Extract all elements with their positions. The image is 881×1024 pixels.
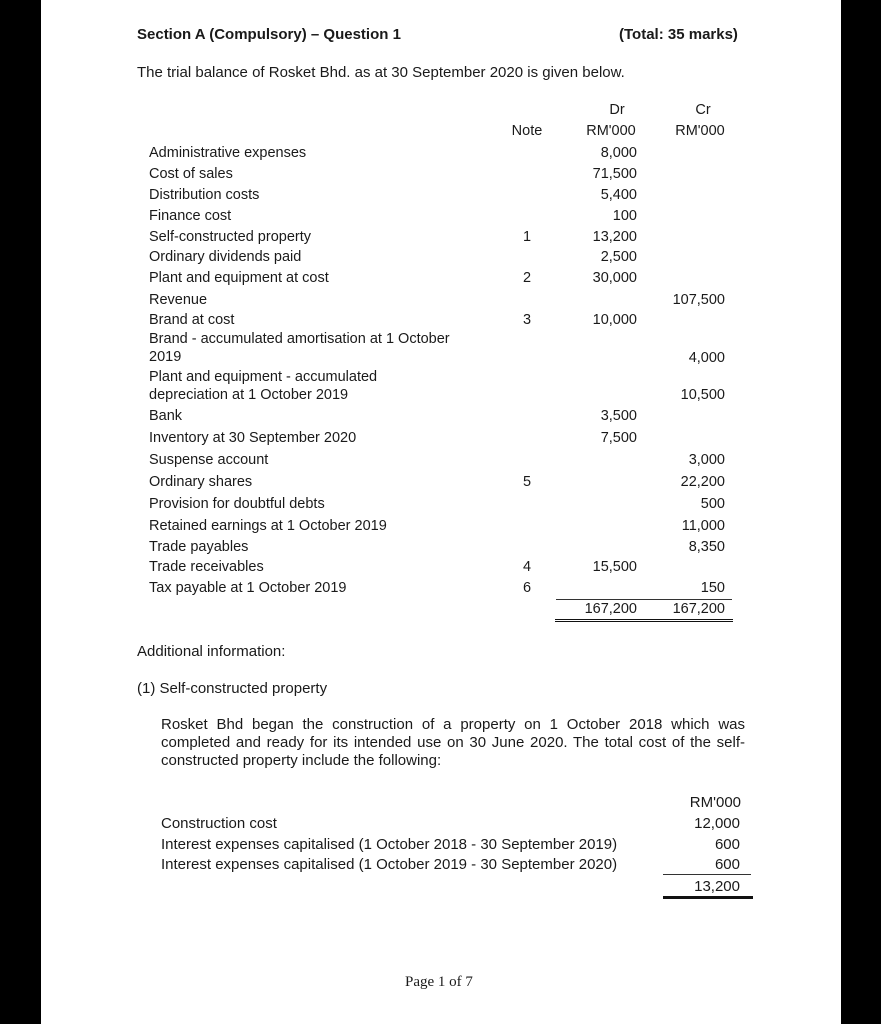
row-label: Finance cost — [149, 208, 232, 224]
document-page — [41, 0, 841, 1024]
row-label: Trade payables — [149, 539, 249, 555]
cost-row-label: Interest expenses capitalised (1 October 2019 - 30 September 2020) — [161, 856, 618, 873]
row-label-continued: depreciation at 1 October 2019 — [149, 387, 349, 403]
item1-title: (1) Self-constructed property — [137, 680, 328, 697]
row-note: 1 — [522, 229, 532, 245]
row-cr-value: 500 — [700, 496, 725, 512]
row-cr-value: 8,350 — [688, 539, 725, 555]
cost-total-rule — [663, 896, 753, 899]
row-cr-value: 4,000 — [688, 350, 725, 366]
total-marks: (Total: 35 marks) — [619, 26, 738, 43]
row-label: Trade receivables — [149, 559, 264, 575]
section-title: Section A (Compulsory) – Question 1 — [137, 26, 401, 43]
item1-paragraph: Rosket Bhd began the construction of a property on 1 October 2018 which was completed and ready for its intended use on 30 June 2020. The total cost of the self-constructed property include the following: — [161, 716, 745, 769]
row-dr-value: 3,500 — [600, 408, 637, 424]
row-note: 5 — [522, 474, 532, 490]
row-note: 4 — [522, 559, 532, 575]
cost-total: 13,200 — [694, 878, 740, 895]
row-cr-value: 107,500 — [672, 292, 725, 308]
row-dr-value: 15,500 — [592, 559, 637, 575]
dr-total: 167,200 — [584, 601, 637, 617]
row-label: Self-constructed property — [149, 229, 311, 245]
row-label: Brand at cost — [149, 312, 235, 328]
row-label: Distribution costs — [149, 187, 260, 203]
row-dr-value: 2,500 — [600, 249, 637, 265]
row-label: Plant and equipment - accumulated — [149, 369, 378, 385]
row-label: Ordinary dividends paid — [149, 249, 302, 265]
cost-row-value: 600 — [714, 856, 740, 873]
row-label: Tax payable at 1 October 2019 — [149, 580, 347, 596]
row-cr-value: 150 — [700, 580, 725, 596]
dr-unit-header: RM'000 — [586, 123, 636, 139]
subtotal-rule — [556, 599, 732, 600]
row-label: Suspense account — [149, 452, 269, 468]
row-label: Revenue — [149, 292, 208, 308]
row-label-continued: 2019 — [149, 349, 182, 365]
row-dr-value: 30,000 — [592, 270, 637, 286]
row-label: Bank — [149, 408, 183, 424]
total-double-rule — [555, 619, 733, 622]
row-label: Brand - accumulated amortisation at 1 October — [149, 331, 450, 347]
row-note: 6 — [522, 580, 532, 596]
cost-unit-header: RM'000 — [689, 794, 741, 811]
row-dr-value: 5,400 — [600, 187, 637, 203]
row-label: Inventory at 30 September 2020 — [149, 430, 357, 446]
row-dr-value: 100 — [612, 208, 637, 224]
cr-unit-header: RM'000 — [675, 123, 725, 139]
cost-row-label: Construction cost — [161, 815, 277, 832]
row-label: Ordinary shares — [149, 474, 253, 490]
row-dr-value: 13,200 — [592, 229, 637, 245]
row-cr-value: 11,000 — [681, 518, 725, 534]
row-note: 3 — [522, 312, 532, 328]
cost-row-value: 12,000 — [694, 815, 740, 832]
additional-heading: Additional information: — [137, 643, 286, 660]
dr-header: Dr — [609, 102, 625, 118]
cr-header: Cr — [695, 102, 711, 118]
page-number: Page 1 of 7 — [405, 974, 473, 990]
row-label: Retained earnings at 1 October 2019 — [149, 518, 387, 534]
row-cr-value: 22,200 — [680, 474, 725, 490]
row-label: Cost of sales — [149, 166, 233, 182]
row-dr-value: 10,000 — [592, 312, 637, 328]
row-cr-value: 10,500 — [680, 387, 725, 403]
row-note: 2 — [522, 270, 532, 286]
row-label: Plant and equipment at cost — [149, 270, 329, 286]
note-header: Note — [511, 123, 543, 139]
intro-text: The trial balance of Rosket Bhd. as at 30 September 2020 is given below. — [137, 64, 625, 81]
row-cr-value: 3,000 — [688, 452, 725, 468]
cost-row-value: 600 — [714, 836, 740, 853]
cr-total: 167,200 — [672, 601, 725, 617]
row-dr-value: 8,000 — [600, 145, 637, 161]
row-label: Administrative expenses — [149, 145, 307, 161]
row-dr-value: 7,500 — [600, 430, 637, 446]
row-dr-value: 71,500 — [592, 166, 637, 182]
row-label: Provision for doubtful debts — [149, 496, 325, 512]
cost-subtotal-rule — [663, 874, 751, 875]
cost-row-label: Interest expenses capitalised (1 October 2018 - 30 September 2019) — [161, 836, 618, 853]
